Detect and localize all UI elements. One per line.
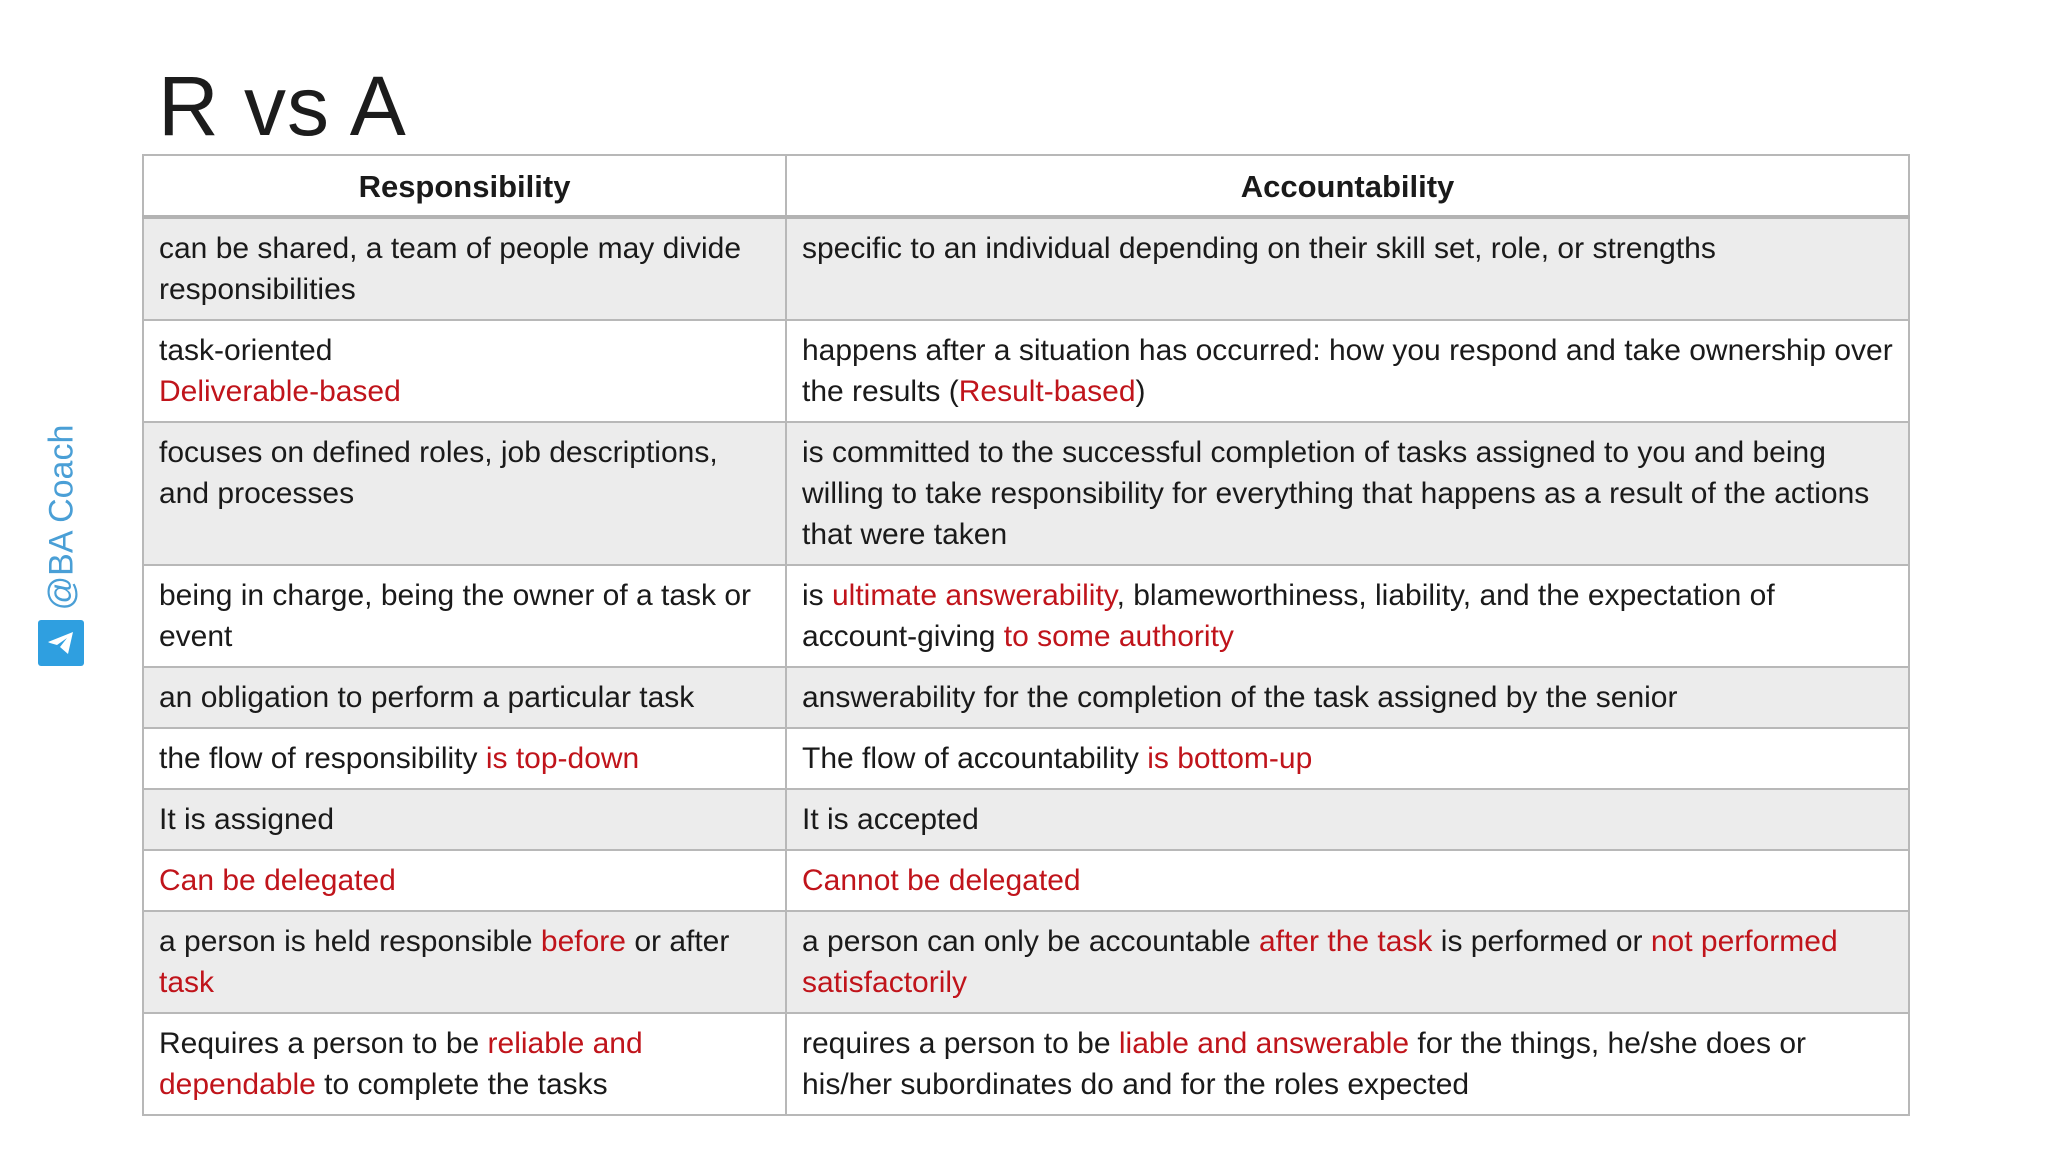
accountability-cell: It is accepted (786, 789, 1909, 850)
responsibility-cell: being in charge, being the owner of a task or event (143, 565, 786, 667)
responsibility-cell (143, 911, 786, 1013)
cell-text: a person can only be accountable (802, 925, 1259, 958)
table-header-row (143, 155, 1909, 217)
cell-text: happens after a situation has occurred: how you respond and take ownership over the results ( (802, 334, 1893, 408)
responsibility-cell (143, 728, 786, 789)
cell-text: for the things, he/she does or his/her subordinates do and for the roles expected (802, 1027, 1806, 1101)
cell-text: a person is held responsible (159, 925, 541, 958)
highlight-text: after the task (1259, 925, 1433, 958)
highlight-text: reliable and dependable (159, 1027, 643, 1101)
responsibility-cell: focuses on defined roles, job descriptions, and processes (143, 422, 786, 565)
highlight-text: task (159, 966, 215, 999)
responsibility-cell (143, 320, 786, 422)
accountability-cell: is committed to the successful completion of tasks assigned to you and being willing to take responsibility for everything that happens as a result of the actions that were taken (786, 422, 1909, 565)
table-row (143, 320, 1909, 422)
accountability-cell (786, 320, 1909, 422)
cell-text: Requires a person to be (159, 1027, 488, 1060)
responsibility-cell: an obligation to perform a particular task (143, 667, 786, 728)
cell-text: the flow of responsibility (159, 742, 486, 775)
highlight-text: not performed satisfactorily (802, 925, 1838, 999)
responsibility-cell (143, 1013, 786, 1115)
accountability-cell: Cannot be delegated (786, 850, 1909, 911)
responsibility-cell: can be shared, a team of people may divide responsibilities (143, 217, 786, 320)
accountability-cell (786, 728, 1909, 789)
highlight-text: liable and answerable (1118, 1027, 1410, 1060)
table-row (143, 911, 1909, 1013)
highlight-text: is top-down (485, 742, 640, 775)
table-row (143, 667, 1909, 728)
highlight-text: before (540, 925, 626, 958)
slide-title: R vs A (158, 59, 407, 153)
table-row (143, 217, 1909, 320)
highlight-text: to some authority (1003, 620, 1234, 653)
cell-text: task-oriented (159, 334, 333, 367)
table-row (143, 728, 1909, 789)
table-row (143, 850, 1909, 911)
cell-text: to complete the tasks (315, 1068, 608, 1101)
accountability-cell (786, 911, 1909, 1013)
highlight-text: Result-based (958, 375, 1136, 408)
accountability-cell: specific to an individual depending on their skill set, role, or strengths (786, 217, 1909, 320)
comparison-table (142, 154, 1910, 1116)
highlight-text: Deliverable-based (159, 375, 401, 408)
cell-text: is performed or (1432, 925, 1651, 958)
highlight-text: ultimate answerability (832, 579, 1117, 612)
responsibility-cell: Can be delegated (143, 850, 786, 911)
highlight-text: is bottom-up (1147, 742, 1313, 775)
cell-text: , blameworthiness, liability, and the expectation of account-giving (802, 579, 1775, 653)
accountability-cell (786, 565, 1909, 667)
watermark-text: @BA Coach (42, 424, 81, 610)
accountability-cell: answerability for the completion of the task assigned by the senior (786, 667, 1909, 728)
table-row (143, 1013, 1909, 1115)
telegram-icon[interactable] (38, 620, 84, 666)
accountability-cell (786, 1013, 1909, 1115)
cell-text: is (802, 579, 832, 612)
table-row (143, 565, 1909, 667)
responsibility-cell: It is assigned (143, 789, 786, 850)
cell-text: or after (625, 925, 730, 958)
cell-text: The flow of accountability (802, 742, 1148, 775)
watermark (38, 422, 86, 666)
cell-text: requires a person to be (802, 1027, 1119, 1060)
cell-text: ) (1135, 375, 1146, 408)
header-responsibility: Responsibility (143, 155, 786, 217)
table-row (143, 422, 1909, 565)
table-row (143, 789, 1909, 850)
header-accountability: Accountability (786, 155, 1909, 217)
